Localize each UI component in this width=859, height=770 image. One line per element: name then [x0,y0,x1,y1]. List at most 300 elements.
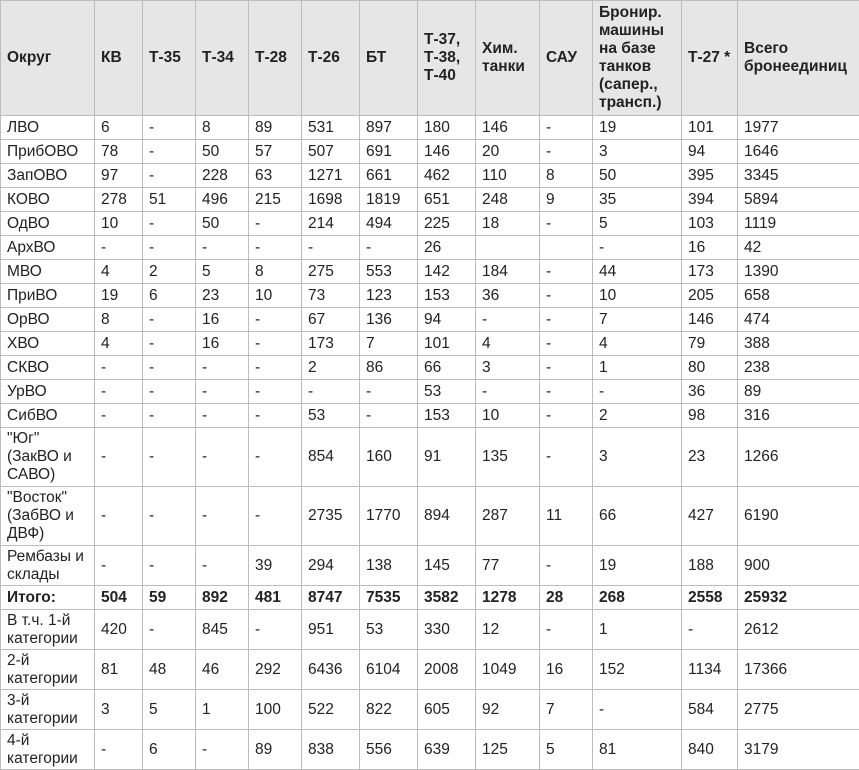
value-cell: 5 [593,212,682,236]
value-cell: 1770 [360,487,418,546]
header-bt: БТ [360,1,418,116]
value-cell: 1 [196,690,249,730]
value-cell: - [360,404,418,428]
table-row [1,140,859,164]
table-row [1,404,859,428]
value-cell: - [540,404,593,428]
district-cell: АрхВО [1,236,95,260]
value-cell: - [540,332,593,356]
value-cell: - [476,308,540,332]
total-row [1,586,859,610]
value-cell: - [143,546,196,586]
value-cell: 10 [476,404,540,428]
value-cell: 4 [476,332,540,356]
value-cell: - [143,380,196,404]
value-cell: 330 [418,610,476,650]
table-row [1,487,859,546]
table-row [1,236,859,260]
value-cell: 8747 [302,586,360,610]
value-cell: 1 [593,356,682,380]
value-cell: 19 [593,116,682,140]
value-cell: 5 [196,260,249,284]
value-cell: 894 [418,487,476,546]
value-cell: 80 [682,356,738,380]
value-cell: 2775 [738,690,859,730]
value-cell: - [593,380,682,404]
value-cell: - [593,690,682,730]
value-cell: 188 [682,546,738,586]
value-cell: 2612 [738,610,859,650]
value-cell: 160 [360,428,418,487]
value-cell: 103 [682,212,738,236]
value-cell: 2 [593,404,682,428]
header-district: Округ [1,1,95,116]
value-cell: 78 [95,140,143,164]
value-cell: 1271 [302,164,360,188]
value-cell: 44 [593,260,682,284]
value-cell: 146 [682,308,738,332]
value-cell: 23 [196,284,249,308]
value-cell: 228 [196,164,249,188]
value-cell: 2558 [682,586,738,610]
value-cell: 462 [418,164,476,188]
value-cell: 496 [196,188,249,212]
value-cell: 427 [682,487,738,546]
value-cell: 10 [249,284,302,308]
value-cell: 900 [738,546,859,586]
value-cell: - [143,332,196,356]
value-cell: 3 [95,690,143,730]
value-cell: - [196,380,249,404]
value-cell: 7 [540,690,593,730]
value-cell: 3582 [418,586,476,610]
value-cell: 531 [302,116,360,140]
value-cell: 35 [593,188,682,212]
value-cell: 268 [593,586,682,610]
value-cell: 59 [143,586,196,610]
table-row [1,260,859,284]
value-cell: - [360,236,418,260]
value-cell: 316 [738,404,859,428]
value-cell: 16 [682,236,738,260]
district-cell: 3-й категории [1,690,95,730]
value-cell: 135 [476,428,540,487]
value-cell: 39 [249,546,302,586]
header-t34: Т-34 [196,1,249,116]
value-cell: 50 [196,212,249,236]
table-row [1,730,859,770]
value-cell: - [540,308,593,332]
value-cell: - [249,332,302,356]
header-armored-vehicles: Бронир. машины на базе танков (сапер., трансп.) [593,1,682,116]
district-cell: Итого: [1,586,95,610]
value-cell: 1266 [738,428,859,487]
value-cell: - [540,380,593,404]
table-row [1,690,859,730]
value-cell: 9 [540,188,593,212]
value-cell: 136 [360,308,418,332]
value-cell: 6 [143,284,196,308]
value-cell: - [360,380,418,404]
table-row [1,188,859,212]
value-cell: - [249,236,302,260]
value-cell: 53 [360,610,418,650]
value-cell: 6190 [738,487,859,546]
value-cell: 1 [593,610,682,650]
value-cell: - [143,428,196,487]
value-cell: 661 [360,164,418,188]
value-cell: 1049 [476,650,540,690]
value-cell: 18 [476,212,540,236]
header-kv: КВ [95,1,143,116]
value-cell: 42 [738,236,859,260]
value-cell: - [143,487,196,546]
value-cell: 153 [418,404,476,428]
value-cell: 10 [593,284,682,308]
value-cell: 97 [95,164,143,188]
value-cell [476,236,540,260]
value-cell: 420 [95,610,143,650]
value-cell: 152 [593,650,682,690]
value-cell: 79 [682,332,738,356]
value-cell: - [143,356,196,380]
value-cell: - [540,212,593,236]
value-cell: - [196,487,249,546]
value-cell: - [143,308,196,332]
value-cell: 16 [196,332,249,356]
value-cell: - [540,610,593,650]
header-t35: Т-35 [143,1,196,116]
value-cell: 553 [360,260,418,284]
value-cell: 2 [302,356,360,380]
value-cell: 173 [682,260,738,284]
value-cell: - [682,610,738,650]
value-cell: - [95,380,143,404]
value-cell: - [249,308,302,332]
value-cell: - [95,487,143,546]
header-t28: Т-28 [249,1,302,116]
value-cell: 10 [95,212,143,236]
value-cell: 897 [360,116,418,140]
value-cell: 494 [360,212,418,236]
header-row [1,1,859,116]
value-cell: - [95,428,143,487]
value-cell: 146 [418,140,476,164]
value-cell: - [95,404,143,428]
table-body [1,116,859,770]
value-cell: - [196,730,249,770]
value-cell: 17366 [738,650,859,690]
value-cell: 8 [540,164,593,188]
value-cell: - [196,236,249,260]
value-cell: 388 [738,332,859,356]
district-cell: СКВО [1,356,95,380]
table-row [1,308,859,332]
value-cell: - [540,546,593,586]
value-cell: 67 [302,308,360,332]
value-cell: 26 [418,236,476,260]
value-cell: 275 [302,260,360,284]
value-cell: 66 [418,356,476,380]
value-cell: 28 [540,586,593,610]
district-cell: 2-й категории [1,650,95,690]
value-cell: - [95,236,143,260]
table-row [1,428,859,487]
value-cell: 48 [143,650,196,690]
value-cell: 101 [682,116,738,140]
value-cell: 180 [418,116,476,140]
value-cell: - [540,284,593,308]
value-cell: 3 [593,140,682,164]
value-cell: - [143,140,196,164]
value-cell: 5894 [738,188,859,212]
value-cell: 63 [249,164,302,188]
value-cell: 1819 [360,188,418,212]
value-cell: 125 [476,730,540,770]
district-cell: В т.ч. 1-й категории [1,610,95,650]
value-cell: - [540,428,593,487]
value-cell: 51 [143,188,196,212]
value-cell: - [540,116,593,140]
value-cell: 86 [360,356,418,380]
value-cell: 584 [682,690,738,730]
value-cell: 3345 [738,164,859,188]
value-cell: 6 [95,116,143,140]
value-cell: 89 [249,730,302,770]
value-cell: 110 [476,164,540,188]
value-cell: 248 [476,188,540,212]
value-cell: 845 [196,610,249,650]
value-cell: 238 [738,356,859,380]
value-cell: 89 [249,116,302,140]
value-cell: 4 [593,332,682,356]
value-cell: - [249,356,302,380]
value-cell: 11 [540,487,593,546]
value-cell: - [95,730,143,770]
value-cell: 20 [476,140,540,164]
value-cell: 838 [302,730,360,770]
value-cell: 146 [476,116,540,140]
district-cell: МВО [1,260,95,284]
value-cell: 25932 [738,586,859,610]
value-cell: - [249,212,302,236]
value-cell: 292 [249,650,302,690]
value-cell: 123 [360,284,418,308]
value-cell: 6104 [360,650,418,690]
value-cell: 145 [418,546,476,586]
value-cell: 100 [249,690,302,730]
table-row [1,610,859,650]
value-cell: 507 [302,140,360,164]
value-cell: 215 [249,188,302,212]
value-cell: 173 [302,332,360,356]
value-cell: - [95,546,143,586]
value-cell: - [302,236,360,260]
value-cell: 2735 [302,487,360,546]
district-cell: ОдВО [1,212,95,236]
value-cell: - [249,380,302,404]
table-row [1,164,859,188]
district-cell: ОрВО [1,308,95,332]
value-cell: - [143,212,196,236]
value-cell: 36 [682,380,738,404]
value-cell: 92 [476,690,540,730]
table-row [1,650,859,690]
value-cell: 77 [476,546,540,586]
header-total: Всего бронеединиц [738,1,859,116]
value-cell: 8 [196,116,249,140]
value-cell: 214 [302,212,360,236]
value-cell: 1134 [682,650,738,690]
table-row [1,356,859,380]
value-cell: 94 [682,140,738,164]
value-cell: - [593,236,682,260]
value-cell: 225 [418,212,476,236]
value-cell: 19 [95,284,143,308]
value-cell: - [249,404,302,428]
table-row [1,284,859,308]
value-cell: 138 [360,546,418,586]
district-cell: ПрибОВО [1,140,95,164]
value-cell: 7 [360,332,418,356]
value-cell: 16 [540,650,593,690]
value-cell: - [143,164,196,188]
value-cell: 822 [360,690,418,730]
value-cell: 153 [418,284,476,308]
value-cell: - [476,380,540,404]
value-cell: 474 [738,308,859,332]
district-cell: ХВО [1,332,95,356]
value-cell: 142 [418,260,476,284]
value-cell: 3179 [738,730,859,770]
value-cell: - [143,116,196,140]
value-cell: 651 [418,188,476,212]
value-cell: 892 [196,586,249,610]
value-cell: - [540,356,593,380]
value-cell: 53 [302,404,360,428]
value-cell: 6436 [302,650,360,690]
value-cell: 691 [360,140,418,164]
table-row [1,116,859,140]
district-cell: Рембазы и склады [1,546,95,586]
value-cell: 36 [476,284,540,308]
district-cell: УрВО [1,380,95,404]
value-cell: 8 [249,260,302,284]
value-cell: - [540,140,593,164]
value-cell: 639 [418,730,476,770]
district-cell: 4-й категории [1,730,95,770]
value-cell: 556 [360,730,418,770]
value-cell: 7 [593,308,682,332]
value-cell: 205 [682,284,738,308]
header-sau: САУ [540,1,593,116]
value-cell: 1278 [476,586,540,610]
value-cell: 50 [196,140,249,164]
header-t27: Т-27 * [682,1,738,116]
district-cell: ПриВО [1,284,95,308]
header-t26: Т-26 [302,1,360,116]
value-cell: 951 [302,610,360,650]
value-cell: 50 [593,164,682,188]
value-cell: - [143,610,196,650]
value-cell: 294 [302,546,360,586]
value-cell: 278 [95,188,143,212]
value-cell: - [196,546,249,586]
value-cell: 7535 [360,586,418,610]
value-cell: - [540,260,593,284]
value-cell: 394 [682,188,738,212]
value-cell: 23 [682,428,738,487]
value-cell: 522 [302,690,360,730]
value-cell: 2008 [418,650,476,690]
value-cell: 3 [476,356,540,380]
value-cell: 89 [738,380,859,404]
district-cell: "Юг" (ЗакВО и САВО) [1,428,95,487]
value-cell: 53 [418,380,476,404]
value-cell: - [95,356,143,380]
value-cell: 840 [682,730,738,770]
district-cell: СибВО [1,404,95,428]
value-cell: 73 [302,284,360,308]
value-cell: 6 [143,730,196,770]
value-cell: - [196,404,249,428]
value-cell: 94 [418,308,476,332]
value-cell: 12 [476,610,540,650]
value-cell: 3 [593,428,682,487]
value-cell: 1119 [738,212,859,236]
value-cell: 854 [302,428,360,487]
value-cell: 8 [95,308,143,332]
value-cell: 1646 [738,140,859,164]
value-cell: 91 [418,428,476,487]
value-cell: 1698 [302,188,360,212]
value-cell: 395 [682,164,738,188]
value-cell: 658 [738,284,859,308]
district-cell: "Восток" (ЗабВО и ДВФ) [1,487,95,546]
value-cell: 101 [418,332,476,356]
value-cell: 605 [418,690,476,730]
value-cell: 46 [196,650,249,690]
table-row [1,212,859,236]
value-cell: 19 [593,546,682,586]
value-cell: - [196,428,249,487]
value-cell: 57 [249,140,302,164]
value-cell: - [249,487,302,546]
table-row [1,546,859,586]
header-chem-tanks: Хим. танки [476,1,540,116]
value-cell: 504 [95,586,143,610]
value-cell: 4 [95,260,143,284]
value-cell: 287 [476,487,540,546]
district-cell: ЛВО [1,116,95,140]
value-cell: 1977 [738,116,859,140]
value-cell: 2 [143,260,196,284]
value-cell: 98 [682,404,738,428]
value-cell: 5 [143,690,196,730]
value-cell: 481 [249,586,302,610]
table-row [1,332,859,356]
value-cell: 184 [476,260,540,284]
value-cell: - [143,236,196,260]
header-t37-t38-t40: Т-37, Т-38, Т-40 [418,1,476,116]
table-row [1,380,859,404]
value-cell: 81 [593,730,682,770]
value-cell: - [302,380,360,404]
value-cell: 16 [196,308,249,332]
value-cell: - [249,610,302,650]
value-cell: 66 [593,487,682,546]
district-cell: КОВО [1,188,95,212]
